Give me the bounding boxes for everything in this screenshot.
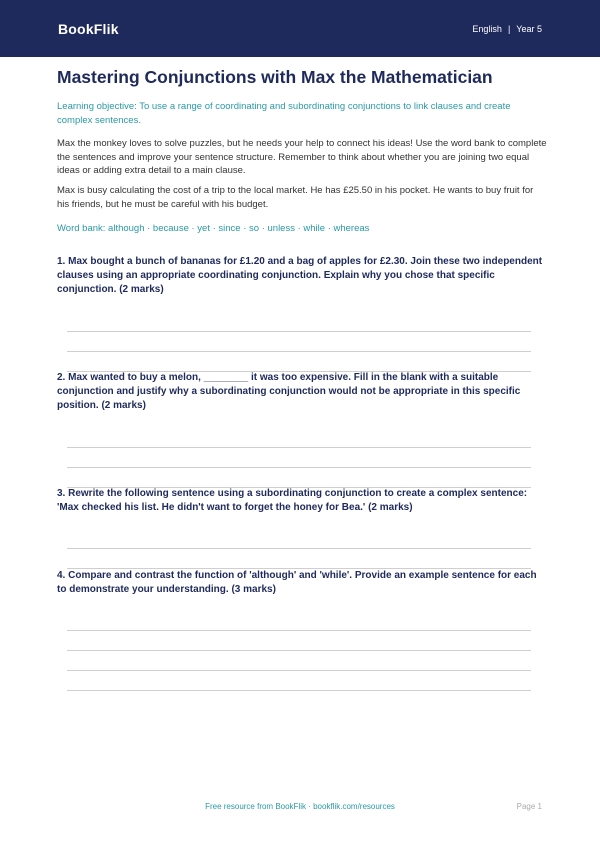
- answer-line[interactable]: [67, 690, 531, 691]
- answer-line[interactable]: [67, 467, 531, 468]
- header-bar: [0, 0, 600, 57]
- subject-label: English: [472, 23, 502, 34]
- answer-line[interactable]: [67, 670, 531, 671]
- answer-line[interactable]: [67, 447, 531, 448]
- answer-line[interactable]: [67, 650, 531, 651]
- question-1: 1. Max bought a bunch of bananas for £1.20 and a bag of apples for £2.30. Join these two independent clauses using an appropriate coordinating conjunction. Explain why you chose that specific conjunction. (2 marks): [57, 256, 543, 295]
- question-2: 2. Max wanted to buy a melon, ________ it was too expensive. Fill in the blank with a suitable conjunction and justify why a subordinating conjunction would not be appropriate in this specific position. (2 marks): [57, 372, 521, 411]
- page-number: Page 1: [516, 802, 542, 811]
- answer-line[interactable]: [67, 331, 531, 332]
- year-label: Year 5: [516, 23, 542, 34]
- brand-logo[interactable]: BookFlik: [58, 20, 119, 37]
- answer-line[interactable]: [67, 630, 531, 631]
- question-4: 4. Compare and contrast the function of 'although' and 'while'. Provide an example sentence for each to demonstrate your understanding. (3 marks): [57, 570, 537, 595]
- answer-line[interactable]: [67, 548, 531, 549]
- question-3: 3. Rewrite the following sentence using a subordinating conjunction to create a complex sentence: 'Max checked his list. He didn't want to forget the honey for Bea.' (2 marks): [57, 488, 528, 513]
- footer-link[interactable]: Free resource from BookFlik · bookflik.com/resources: [205, 802, 395, 811]
- answer-line[interactable]: [67, 351, 531, 352]
- learning-objective: Learning objective: To use a range of coordinating and subordinating conjunctions to link clauses and create complex sentences.: [57, 101, 511, 126]
- meta-separator: |: [507, 23, 511, 34]
- scenario-paragraph: Max is busy calculating the cost of a trip to the local market. He has £25.50 in his pocket. He wants to buy fruit for his friends, but he must be careful with his budget.: [57, 185, 534, 210]
- page-title: Mastering Conjunctions with Max the Mathematician: [57, 67, 493, 87]
- subject-meta: [472, 24, 542, 34]
- word-bank: Word bank: although · because · yet · since · so · unless · while · whereas: [57, 223, 370, 234]
- intro-paragraph: Max the monkey loves to solve puzzles, but he needs your help to connect his ideas! Use the word bank to complete the sentences and improve your sentence structure. Remember to think about whether you are joining two equal ideas or adding extra detail to a main clause.: [57, 138, 547, 176]
